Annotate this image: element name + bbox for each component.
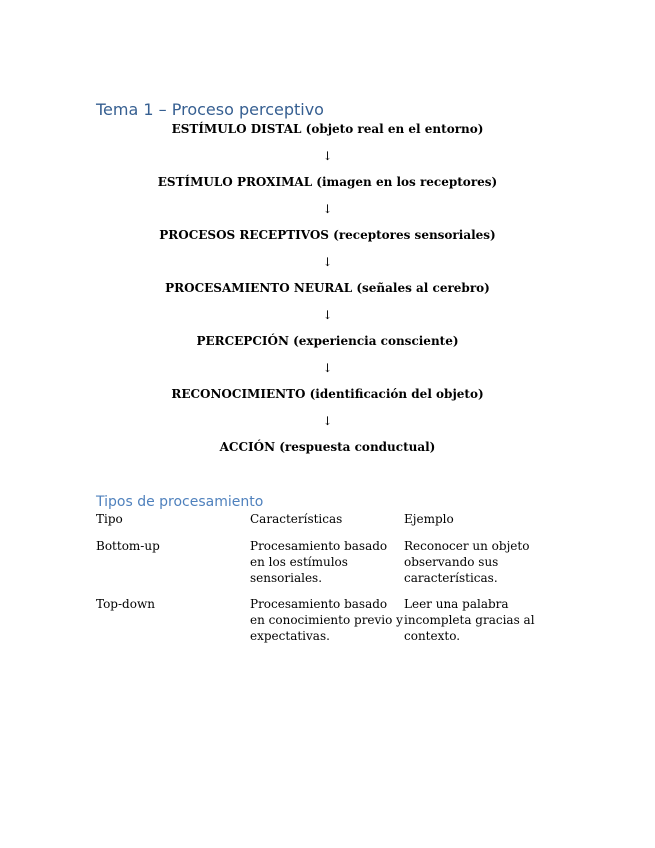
perceptual-process-flow: [0, 121, 655, 455]
processing-types-table: [96, 511, 566, 644]
flow-step-procesos-receptivos: PROCESOS RECEPTIVOS (receptores sensoriales): [159, 228, 496, 242]
flow-arrow-icon: ↓: [322, 254, 333, 269]
table-cell: Reconocer un objeto observando sus características.: [404, 539, 530, 585]
flow-arrow-icon: ↓: [322, 201, 333, 216]
flow-step-percepcion: PERCEPCIÓN (experiencia consciente): [196, 334, 459, 348]
section-heading-tipos-procesamiento: Tipos de procesamiento: [96, 494, 264, 510]
table-row: [96, 538, 566, 586]
table-cell: Procesamiento basado en los estímulos sensoriales.: [250, 539, 388, 585]
flow-arrow-icon: ↓: [322, 148, 333, 163]
flow-step-accion: ACCIÓN (respuesta conductual): [219, 440, 436, 454]
table-header-cell: Tipo: [96, 512, 123, 526]
table-header-row: [96, 511, 566, 527]
table-cell: Procesamiento basado en conocimiento previo y expectativas.: [250, 597, 403, 643]
table-cell: Leer una palabra incompleta gracias al contexto.: [404, 597, 535, 643]
flow-step-estimulo-distal: ESTÍMULO DISTAL (objeto real en el entorno): [171, 122, 484, 136]
table-cell: Top-down: [96, 597, 155, 611]
flow-arrow-icon: ↓: [322, 307, 333, 322]
table-row: [96, 596, 566, 644]
flow-step-reconocimiento: RECONOCIMIENTO (identificación del objeto): [171, 387, 484, 401]
table-header-cell: Ejemplo: [404, 512, 454, 526]
table-header-cell: Características: [250, 512, 343, 526]
flow-arrow-icon: ↓: [322, 360, 333, 375]
flow-step-estimulo-proximal: ESTÍMULO PROXIMAL (imagen en los receptores): [157, 175, 498, 189]
table-cell: Bottom-up: [96, 539, 160, 553]
flow-arrow-icon: ↓: [322, 413, 333, 428]
section-heading-proceso-perceptivo: Tema 1 – Proceso perceptivo: [96, 100, 324, 119]
flow-step-procesamiento-neural: PROCESAMIENTO NEURAL (señales al cerebro): [165, 281, 490, 295]
